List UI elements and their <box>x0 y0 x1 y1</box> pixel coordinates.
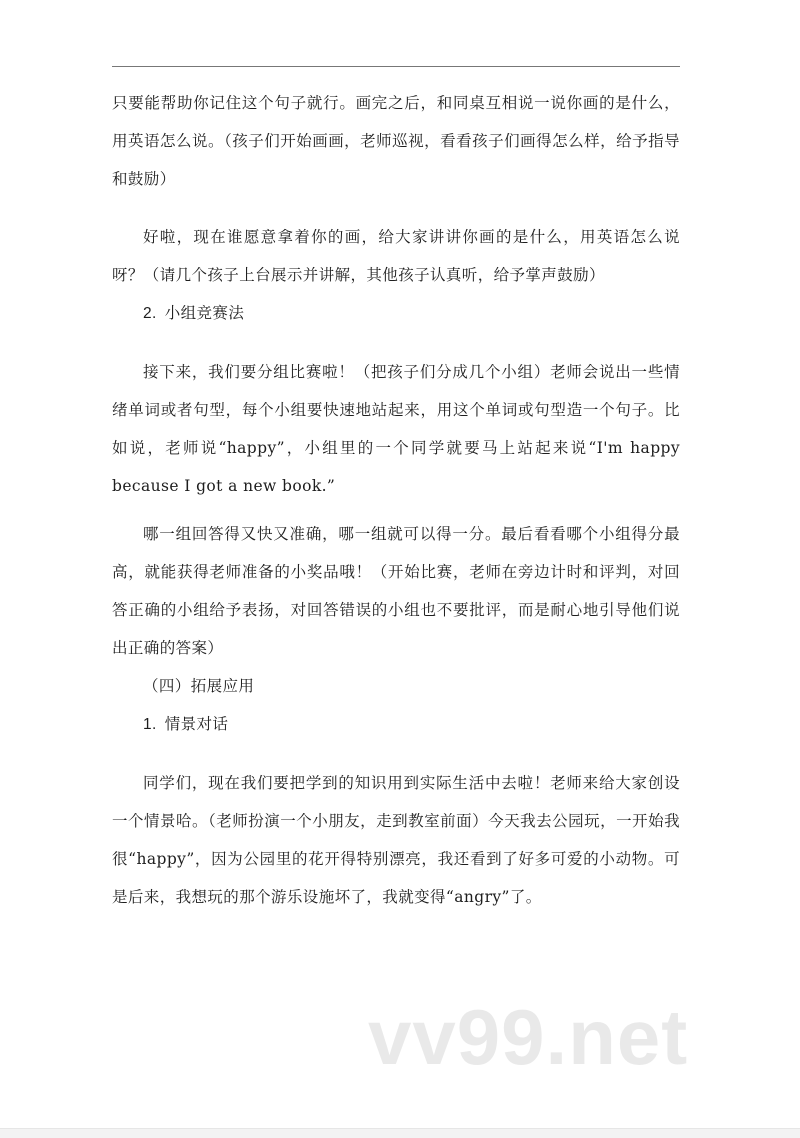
paragraph-scoring: 哪一组回答得又快又准确，哪一组就可以得一分。最后看看哪个小组得分最高，就能获得老师准备的小奖品哦！（开始比赛，老师在旁边计时和评判，对回答正确的小组给予表扬，对回答错误的小组也不要批评，而是耐心地引导他们说出正确的答案） <box>112 525 680 657</box>
heading-text: 情景对话 <box>164 715 229 733</box>
paragraph-scenario: 同学们，现在我们要把学到的知识用到实际生活中去啦！老师来给大家创设一个情景哈。（老师扮演一个小朋友，走到教室前面）今天我去公园玩，一开始我很“happy”，因为公园里的花开得特别漂亮，我还看到了好多可爱的小动物。可是后来，我想玩的那个游乐设施坏了，我就变得“angry”了。 <box>112 774 680 906</box>
watermark-text: vv99.net <box>368 993 689 1081</box>
paragraph-competition-rules: 接下来，我们要分组比赛啦！（把孩子们分成几个小组）老师会说出一些情绪单词或者句型，每个小组要快速地站起来，用这个单词或句型造一个句子。比如说，老师说“happy”，小组里的一个同学就要马上站起来说“I'm happy because I got a new book.” <box>112 363 680 495</box>
paragraph-present-drawings: 好啦，现在谁愿意拿着你的画，给大家讲讲你画的是什么，用英语怎么说呀？（请几个孩子上台展示并讲解，其他孩子认真听，给予掌声鼓励） <box>112 228 680 284</box>
paragraph-drawing-continuation: 只要能帮助你记住这个句子就行。画完之后，和同桌互相说一说你画的是什么，用英语怎么说。（孩子们开始画画，老师巡视，看看孩子们画得怎么样，给予指导和鼓励） <box>112 94 680 188</box>
heading-text: 小组竞赛法 <box>164 304 245 322</box>
header-divider <box>112 66 680 67</box>
heading-number: 2. <box>143 305 157 322</box>
heading-number: 1. <box>143 716 157 733</box>
section-heading-dialogue <box>112 705 680 744</box>
section-heading-group-competition <box>112 294 680 333</box>
section-heading-extension: （四）拓展应用 <box>143 677 255 695</box>
document-body <box>112 84 680 916</box>
